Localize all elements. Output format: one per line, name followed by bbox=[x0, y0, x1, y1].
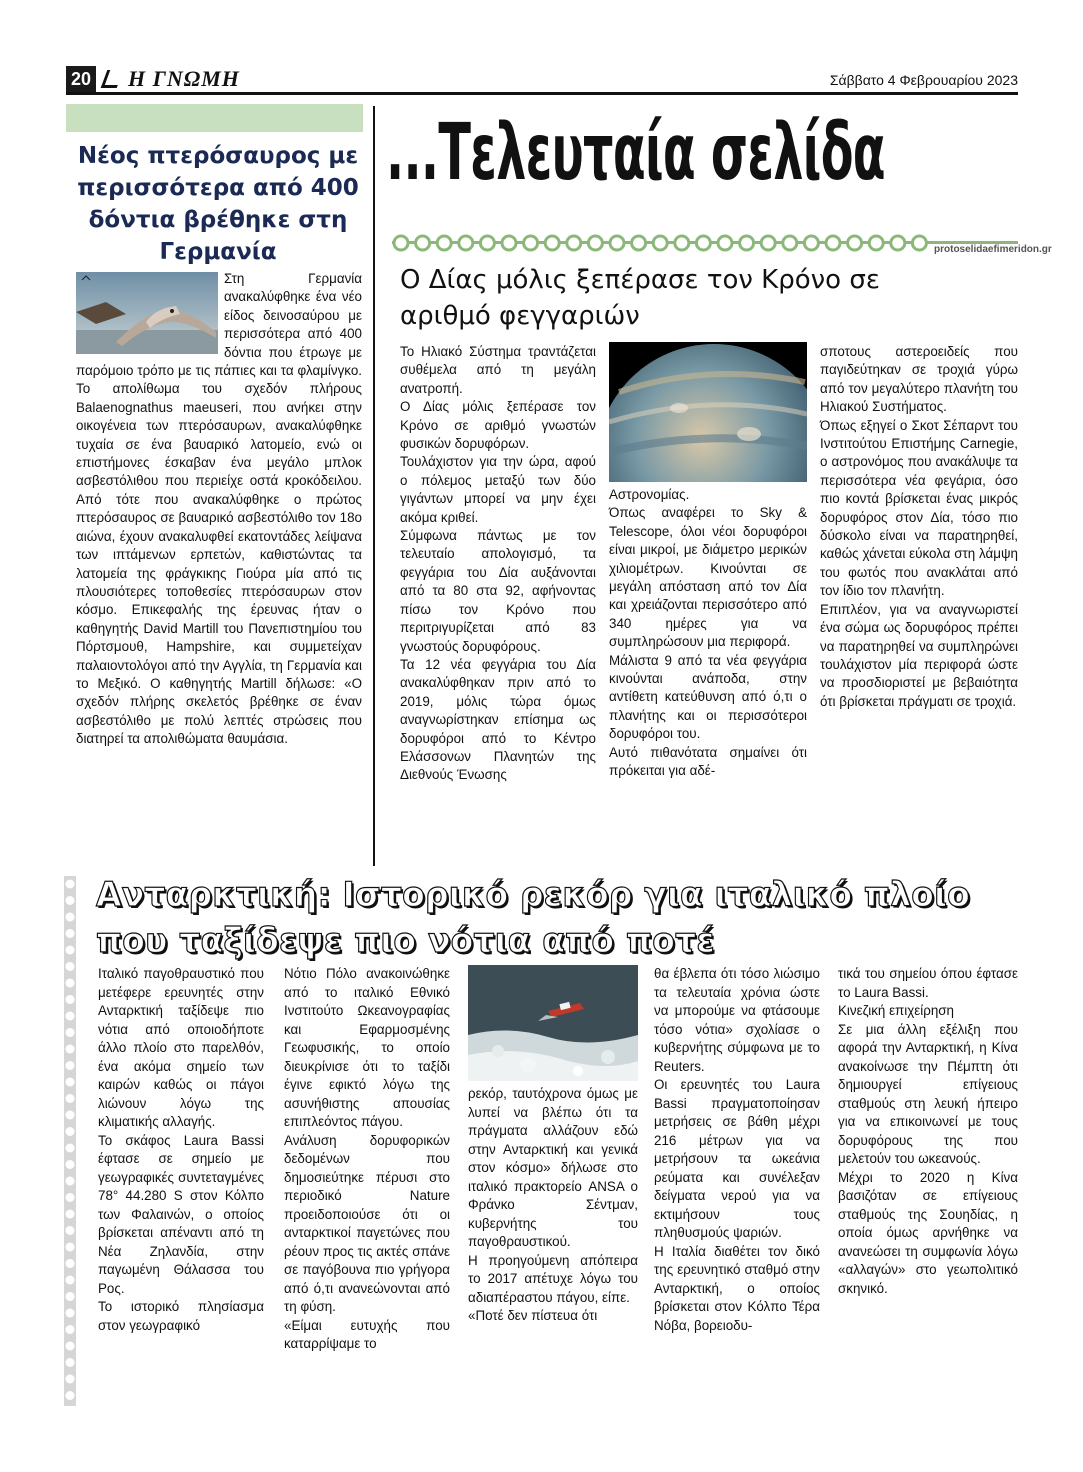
antarctica-column-1 bbox=[98, 965, 264, 1335]
decor-dot bbox=[783, 236, 797, 250]
strip-dot bbox=[66, 962, 75, 971]
strip-dot bbox=[66, 1226, 75, 1235]
decor-dot bbox=[567, 236, 581, 250]
paragraph: Όπως αναφέρει το Sky & Telescope, όλοι νέοι δορυφόροι είναι μικροί, με διάμετρο μερικών χιλιομέτρων. Κινούνται σε μεγάλη απόσταση από τον Δία και χρειάζονται περισσότερο από 340 ημέρες για να συμπληρώσουν μια περιφορά. bbox=[609, 505, 807, 650]
decor-dot bbox=[416, 236, 430, 250]
strip-dot bbox=[66, 1144, 75, 1153]
decor-dot bbox=[480, 236, 494, 250]
decor-dot bbox=[524, 236, 538, 250]
headline-line-2: που ταξίδεψε πιο νότια από ποτέ bbox=[96, 921, 715, 961]
header-rule bbox=[66, 92, 1018, 95]
strip-dot bbox=[66, 929, 75, 938]
strip-dot bbox=[66, 995, 75, 1004]
paragraph: Ιταλικό παγοθραυστικό που μετέφερε ερευνητές στην Ανταρκτική ταξίδεψε πιο νότια από οποιοδήποτε άλλο πλοίο στο παρελθόν, ένα ακόμα σημείο των καιρών καθώς οι πάγοι λιώνουν λόγω της κλιματικής αλλαγής. bbox=[98, 966, 264, 1129]
strip-dot bbox=[66, 1325, 75, 1334]
decor-dot bbox=[437, 236, 451, 250]
decor-dot bbox=[632, 236, 646, 250]
strip-dot bbox=[66, 1375, 75, 1384]
strip-dot bbox=[66, 913, 75, 922]
antarctica-column-3 bbox=[468, 1085, 638, 1326]
strip-dot bbox=[66, 1160, 75, 1169]
decor-dot bbox=[740, 236, 754, 250]
strip-dot bbox=[66, 1358, 75, 1367]
masthead bbox=[104, 66, 240, 92]
paragraph: Αστρονομίας. bbox=[609, 487, 690, 502]
paragraph: ρεκόρ, ταυτόχρονα όμως με λυπεί να βλέπω ότι τα πράγματα αλλάζουν εδώ στην Ανταρκτική και γενικά στον κόσμο» δήλωσε στο ιταλικό πρακτορείο ANSA ο Φράνκο Σέντμαν, κυβερνήτης του παγοθραυστικού. bbox=[468, 1086, 638, 1249]
decor-dot bbox=[545, 236, 559, 250]
subheading: Κινεζική επιχείρηση bbox=[838, 1003, 955, 1018]
paragraph: Η Ιταλία διαθέτει τον δικό της ερευνητικό σταθμό στην Ανταρκτική, ο οποίος βρίσκεται στον Κόλπο Τέρα Νόβα, βορειοδυ- bbox=[654, 1243, 820, 1333]
strip-dot bbox=[66, 1012, 75, 1021]
strip-dot bbox=[66, 1111, 75, 1120]
paragraph: Το σκάφος Laura Bassi έφτασε σε σημείο με γεωγραφικές συντεταγμένες 78° 44.280 S στον Κόλπο των Φαλαινών, ο οποίος βρίσκεται απέναντι από τη Νέα Ζηλανδία, στην παγωμένη Θάλασσα του Ρος. bbox=[98, 1132, 264, 1296]
strip-dot bbox=[66, 1193, 75, 1202]
page-number: 20 bbox=[66, 66, 96, 92]
paragraph: Νότιο Πόλο ανακοινώθηκε από το ιταλικό Εθνικό Ινστιτούτο Ωκεανογραφίας και Εφαρμοσμένης Γεωφυσικής, το οποίο διευκρίνισε ότι το ταξίδι έγινε εφικτό λόγω της ασυνήθιστης απουσίας επιπλεόντος πάγου. bbox=[284, 966, 450, 1129]
pterosaur-photo bbox=[76, 272, 218, 354]
strip-dot bbox=[66, 1309, 75, 1318]
strip-dot bbox=[66, 1061, 75, 1070]
antarctica-column-2 bbox=[284, 965, 450, 1354]
pterosaur-paragraph: Στη Γερμανία ανακαλύφθηκε ένα νέο είδος δεινοσαύρου με περισσότερα από 400 δόντια που έτρωγε με παρόμοιο τρόπο με τις πάπιες και τα φλαμίνγκο. Το απολίθωμα του σχεδόν πλήρους Balaenognathus maeuseri, που ανήκει στην οικογένεια των πτερόσαυρων, ανακαλύφθηκε τυχαία σε ένα βαυαρικό λατομείο, ενώ οι επιστήμονες έσκαβαν ένα μεγάλο μπλοκ ασβεστόλιθου που περιείχε οστά κροκόδειλου. Από τότε που ανακαλύφθηκε ο πρώτος πτερόσαυρος σε βαυαρικό ασβεστόλιθο τον 18ο αιώνα, έχουν ανακαλυφθεί εκατοντάδες λείψανα των ιπτάμενων ερπετών, καθιστώντας τα λατομεία της φράγκικης Γιούρα μία από τις πλουσιότερες τοποθεσίες πτερόσαυρων στον κόσμο. Επικεφαλής της έρευνας ήταν ο καθηγητής David Martill του Πανεπιστημίου του Πόρτσμουθ, Hampshire, και συμμετείχαν παλαιοντολόγοι από την Αγγλία, τη Γερμανία και το Μεξικό. Ο καθηγητής Martill δήλωσε: «Ο σχεδόν πλήρης σκελετός βρέθηκε σε έναν ασβεστόλιθο με πολύ λεπτές στρώσεις που διατηρεί τα απολιθώματα θαυμάσια. bbox=[76, 271, 362, 747]
paragraph: Οι ερευνητές του Laura Bassi πραγματοποίησαν μετρήσεις σε βάθη μέχρι 216 μέτρων για να μετρήσουν τα ωκεάνια ρεύματα και συνέλεξαν δείγματα νερού για να εκτιμήσουν τους πληθυσμούς ψαριών. bbox=[654, 1077, 820, 1240]
strip-dot bbox=[66, 979, 75, 988]
paragraph: Το ιστορικό πλησίασμα στον γεωγραφικό bbox=[98, 1299, 264, 1333]
jupiter-headline: Ο Δίας μόλις ξεπέρασε τον Κρόνο σε αριθμό φεγγαριών bbox=[400, 265, 880, 331]
paragraph: Αυτό πιθανότατα σημαίνει ότι πρόκειται για αδέ- bbox=[609, 744, 807, 779]
paragraph: Σε μια άλλη εξέλιξη που αφορά την Ανταρκτική, η Κίνα ανακοίνωσε την Πέμπτη ότι δημιουργεί επίγειους σταθμούς στη λευκή ήπειρο για να επικοινωνεί με τους δορυφόρους της που μελετούν του ωκεανούς. bbox=[838, 1021, 1018, 1166]
decor-dot bbox=[653, 236, 667, 250]
decorative-dots bbox=[392, 234, 932, 252]
paragraph: Τα 12 νέα φεγγάρια του Δία ανακαλύφθηκαν πριν από το 2019, μόλις τώρα όμως αναγνωρίστηκαν επίσημα ως δορυφόροι από το Κέντρο Ελάσσονων Πλανητών της Διεθνούς Ένωσης bbox=[400, 656, 596, 783]
strip-dot bbox=[66, 1045, 75, 1054]
decor-dot bbox=[804, 236, 818, 250]
decor-dot bbox=[588, 236, 602, 250]
decor-dot bbox=[394, 236, 408, 250]
antarctica-headline bbox=[96, 872, 970, 964]
jupiter-column-1 bbox=[400, 343, 596, 785]
strip-dot bbox=[66, 896, 75, 905]
paragraph: Μάλιστα 9 από τα νέα φεγγάρια κινούνται ανάποδα, στην αντίθετη κατεύθυνση από ό,τι ο πλανήτης και οι περισσότεροι δορυφόροι του. bbox=[609, 652, 807, 742]
jupiter-photo bbox=[609, 342, 807, 482]
jupiter-column-2 bbox=[609, 486, 807, 781]
paragraph: Ανάλυση δορυφορικών δεδομένων που δημοσιεύτηκε πέρυσι στο περιοδικό Nature προειδοποιούσε ότι οι ανταρκτικοί παγετώνες που ρέουν προς τις ακτές σπάνε σε παγόβουνα πιο γρήγορα από ό,τι ανανεώνονται από τη φύση. bbox=[284, 1132, 450, 1314]
strip-dot bbox=[66, 880, 75, 889]
pterosaur-headline: Νέος πτερόσαυρος με περισσότερα από 400 δόντια βρέθηκε στη Γερμανία bbox=[77, 143, 359, 265]
paragraph: Το Ηλιακό Σύστημα τραντάζεται συθέμελα από τη μεγάλη ανατροπή. bbox=[400, 344, 596, 396]
strip-dot bbox=[66, 1127, 75, 1136]
antarctica-column-5 bbox=[838, 965, 1018, 1298]
decor-dot bbox=[869, 236, 883, 250]
paragraph: Επιπλέον, για να αναγνωριστεί ένα σώμα ως δορυφόρος πρέπει να παρατηρηθεί να συμπληρώνει τουλάχιστον μία περιφορά ώστε να προσδιοριστεί με βεβαιότητα ότι βρίσκεται πράγματι σε τροχιά. bbox=[820, 601, 1018, 709]
decor-dot bbox=[718, 236, 732, 250]
paragraph: Ο Δίας μόλις ξεπέρασε τον Κρόνο σε αριθμό γνωστών φυσικών δορυφόρων. bbox=[400, 399, 596, 452]
strip-dot bbox=[66, 1342, 75, 1351]
paragraph: σποτους αστεροειδείς που παγιδεύτηκαν σε τροχιά γύρω από τον μεγαλύτερο πλανήτη του Ηλιακού Συστήματος. bbox=[820, 344, 1018, 415]
column-divider bbox=[373, 106, 375, 866]
decor-dot bbox=[761, 236, 775, 250]
bird-logo-icon bbox=[101, 70, 124, 88]
paragraph: θα έβλεπα ότι τόσο λιώσιμο τα τελευταία χρόνια ώστε να μπορούμε να φτάσουμε τόσο νότια» σχολίασε ο κυβερνήτης σύμφωνα με το Reuters. bbox=[654, 966, 820, 1074]
paragraph: Μέχρι το 2020 η Κίνα βασιζόταν σε επίγειους σταθμούς της Σουηδίας, η οποία όμως αρνήθηκε να ανανεώσει τη συμφωνία λόγω «αλλαγών» στο γεωπολιτικό σκηνικό. bbox=[838, 1169, 1018, 1296]
paragraph: Σύμφωνα πάντως με τον τελευταίο απολογισμό, τα φεγγάρια του Δία αυξάνονται από τα 80 στα 92, αφήνοντας πίσω τον Κρόνο που περιτριγυρίζεται από 83 γνωστούς δορυφόρους. bbox=[400, 528, 596, 654]
decor-dot bbox=[675, 236, 689, 250]
decor-dot bbox=[848, 236, 862, 250]
strip-dot bbox=[66, 1078, 75, 1087]
strip-dot bbox=[66, 1276, 75, 1285]
icebreaker-photo bbox=[468, 965, 638, 1081]
paragraph: τικά του σημείου όπου έφτασε το Laura Bassi. bbox=[838, 966, 1018, 1000]
paragraph: Όπως εξηγεί ο Σκοτ Σέπαρντ του Ινστιτούτου Επιστήμης Carnegie, ο αστρονόμος που ανακάλυψε τα περισσότερα νέα φεγάρια, όσο πιο κοντά βρίσκεται ένας μικρός δορυφόρος στον Δία, τόσο πιο δύσκολο είναι να παρατηρηθεί, καθώς χάνεται εύκολα στη λάμψη του φωτός που ανακλάται από τον ίδιο τον πλανήτη. bbox=[820, 417, 1018, 599]
strip-dot bbox=[66, 1028, 75, 1037]
strip-dot bbox=[66, 946, 75, 955]
masthead-text: Η ΓΝΩΜΗ bbox=[128, 66, 240, 91]
decor-dot bbox=[502, 236, 516, 250]
decor-dot bbox=[696, 236, 710, 250]
left-accent-band bbox=[66, 104, 363, 132]
headline-line-1: Ανταρκτική: Ιστορικό ρεκόρ για ιταλικό πλοίο bbox=[96, 875, 971, 915]
decor-dot bbox=[826, 236, 840, 250]
strip-dot bbox=[66, 1177, 75, 1186]
strip-dot bbox=[66, 1292, 75, 1301]
strip-dot bbox=[66, 1210, 75, 1219]
strip-dot bbox=[66, 1094, 75, 1103]
decor-dot bbox=[891, 236, 905, 250]
watermark: protoselidaefimeridon.gr bbox=[934, 244, 1052, 255]
paragraph: «Είμαι ευτυχής που καταρρίψαμε το bbox=[284, 1317, 450, 1351]
strip-dot bbox=[66, 1259, 75, 1268]
antarctica-column-4 bbox=[654, 965, 820, 1335]
strip-dot bbox=[66, 1243, 75, 1252]
decor-dot bbox=[912, 236, 926, 250]
decor-dot bbox=[459, 236, 473, 250]
decor-dot bbox=[610, 236, 624, 250]
vertical-dot-strip bbox=[64, 876, 76, 1406]
issue-date: Σάββατο 4 Φεβρουαρίου 2023 bbox=[829, 72, 1018, 88]
section-title: ...Τελευταία σελίδα bbox=[386, 108, 885, 198]
paragraph: «Ποτέ δεν πίστευα ότι bbox=[468, 1308, 598, 1323]
jupiter-column-3 bbox=[820, 343, 1018, 711]
paragraph: Τουλάχιστον για την ώρα, αφού ο πόλεμος μεταξύ των δύο γιγάντων μπορεί να μην έχει ακόμα κριθεί. bbox=[400, 454, 596, 525]
paragraph: Η προηγούμενη απόπειρα το 2017 απέτυχε λόγω του αδιαπέραστου πάγου, είπε. bbox=[468, 1252, 638, 1305]
strip-dot bbox=[66, 1391, 75, 1400]
